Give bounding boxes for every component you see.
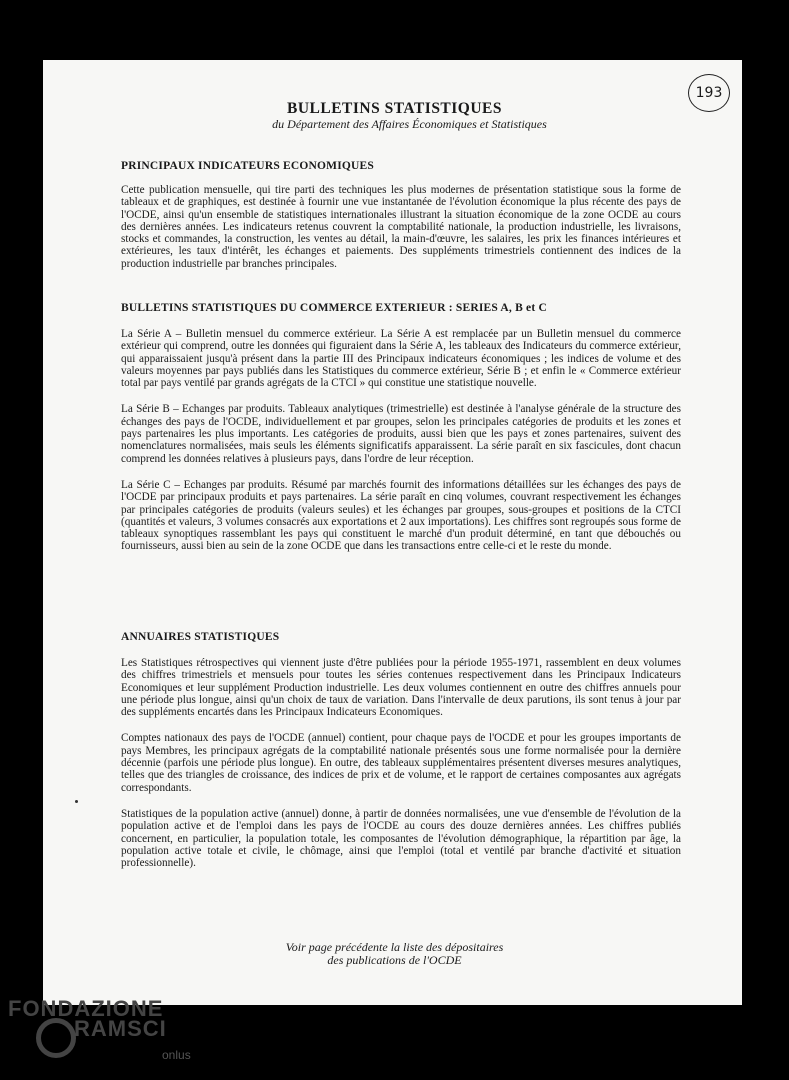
- watermark-line-2: RAMSCI: [74, 1016, 167, 1041]
- section-heading: PRINCIPAUX INDICATEURS ECONOMIQUES: [121, 160, 375, 172]
- page-number-stamp: 193: [688, 74, 730, 112]
- watermark-suffix: onlus: [162, 1048, 191, 1062]
- section-commerce-exterieur: [121, 302, 681, 553]
- comptes-nationaux-paragraph: Comptes nationaux des pays de l'OCDE (annuel) contient, pour chaque pays de l'OCDE et pour les groupes importants de pays Membres, les principaux agrégats de la comptabilité nationale présentés sous une forme normalisée pour la dernière décennie (parfois une période plus longue). En outre, des tableaux supplémentaires présentent diverses mesures analytiques, telles que des triangles de croissance, des indices de prix et de volume, et le rapport de certaines composantes aux agrégats correspondants.: [121, 732, 681, 794]
- footer-line-2: des publications de l'OCDE: [327, 953, 462, 967]
- serie-a-paragraph: La Série A – Bulletin mensuel du commerce extérieur. La Série A est remplacée par un Bulletin mensuel du commerce extérieur qui comprend, outre les données qui figuraient dans la Série A, les tableaux des Indicateurs du commerce extérieur, qui apparaissaient jusqu'à présent dans la partie III des Principaux indicateurs économiques ; les indices de volume et des valeurs moyennes par pays publiés dans les Statistiques du commerce extérieur, Série B ; et enfin le « Commerce extérieur total par pays ventilé par grands agrégats de la CTCI » qui constitue une statistique nouvelle.: [121, 328, 681, 390]
- retrospectives-paragraph: Les Statistiques rétrospectives qui viennent juste d'être publiées pour la période 1955-1971, rassemblent en deux volumes des chiffres trimestriels et mensuels pour toutes les séries contenues respectivement dans les Principaux Indicateurs Economiques et leur supplément Production industrielle. Les deux volumes contiennent en outre des chiffres annuels pour une période plus longue, ainsi qu'un choix de taux de variation. Dans l'intervalle de deux parutions, ils sont tenus à jour par des suppléments encartés dans les Principaux Indicateurs Economiques.: [121, 657, 681, 719]
- fondazione-gramsci-watermark: [4, 996, 194, 1076]
- document-title: BULLETINS STATISTIQUES: [286, 100, 503, 117]
- section-principaux-indicateurs: [121, 160, 681, 270]
- section-paragraph: Cette publication mensuelle, qui tire parti des techniques les plus modernes de présentation statistique sous la forme de tableaux et de graphiques, est destinée à fournir une vue instantanée de l'évolution économique la plus récente des pays de l'OCDE, ainsi qu'un ensemble de statistiques internationales illustrant la situation économique de la zone OCDE au cours des dernières années. Les indicateurs retenus couvrent la comptabilité nationale, la production industrielle, les livraisons, stocks et commandes, la construction, les ventes au détail, la main-d'œuvre, les salaires, les prix les finances intérieures et extérieures, les taux d'intérêt, les échanges et paiements. Des suppléments trimestriels contiennent des indices de la production industrielle par branches principales.: [121, 184, 681, 270]
- ink-speck: [75, 800, 78, 803]
- document-subtitle: du Département des Affaires Économiques et Statistiques: [272, 117, 547, 131]
- population-active-paragraph: Statistiques de la population active (annuel) donne, à partir de données normalisées, une vue d'ensemble de l'évolution de la population active et de l'emploi dans les pays de l'OCDE au cours des douze dernières années. Les chiffres publiés concernent, en particulier, la population totale, les composantes de l'évolution démographique, la répartition par âge, la population active totale et civile, le chômage, ainsi que l'emploi (total et ventilé par branche d'activité et situation professionnelle).: [121, 807, 681, 870]
- footer-line-1: Voir page précédente la liste des dépositaires: [285, 940, 504, 954]
- watermark-g-icon: [36, 1018, 76, 1058]
- section-annuaires: [121, 631, 681, 869]
- watermark-line-1: FONDAZIONE: [8, 996, 164, 1021]
- section-heading: BULLETINS STATISTIQUES DU COMMERCE EXTERIEUR : SERIES A, B et C: [121, 302, 547, 314]
- footer-note: [0, 941, 789, 967]
- section-heading: ANNUAIRES STATISTIQUES: [121, 631, 280, 643]
- serie-b-paragraph: La Série B – Echanges par produits. Tableaux analytiques (trimestrielle) est destinée à l'analyse générale de la structure des échanges des pays de l'OCDE, individuellement et par groupes, selon les principales catégories de produits et les zones et pays partenaires les plus importants. Les catégories de produits, aussi bien que les pays et zones partenaires, suivent des nomenclatures normalisées, mais seuls les éléments significatifs apparaissent. La série paraît en six fascicules, dont chacun comprend les données relatives à plusieurs pays, dans l'ordre de leur réception.: [121, 403, 681, 465]
- serie-c-paragraph: La Série C – Echanges par produits. Résumé par marchés fournit des informations détaillées sur les échanges des pays de l'OCDE par principaux produits et pays partenaires. La série paraît en cinq volumes, couvrant respectivement les échanges par principales catégories de produits (valeurs seules) et les échanges par groupes, sous-groupes et positions de la CTCI (quantités et valeurs, 3 volumes consacrés aux exportations et 2 aux importations). Les chiffres sont regroupés sous forme de tableaux synoptiques rassemblant les pays qui constituent le marché d'un produit déterminé, en tant que débouchés ou fournisseurs, aussi bien au sein de la zone OCDE que dans les transactions entre celle-ci et le reste du monde.: [121, 478, 681, 553]
